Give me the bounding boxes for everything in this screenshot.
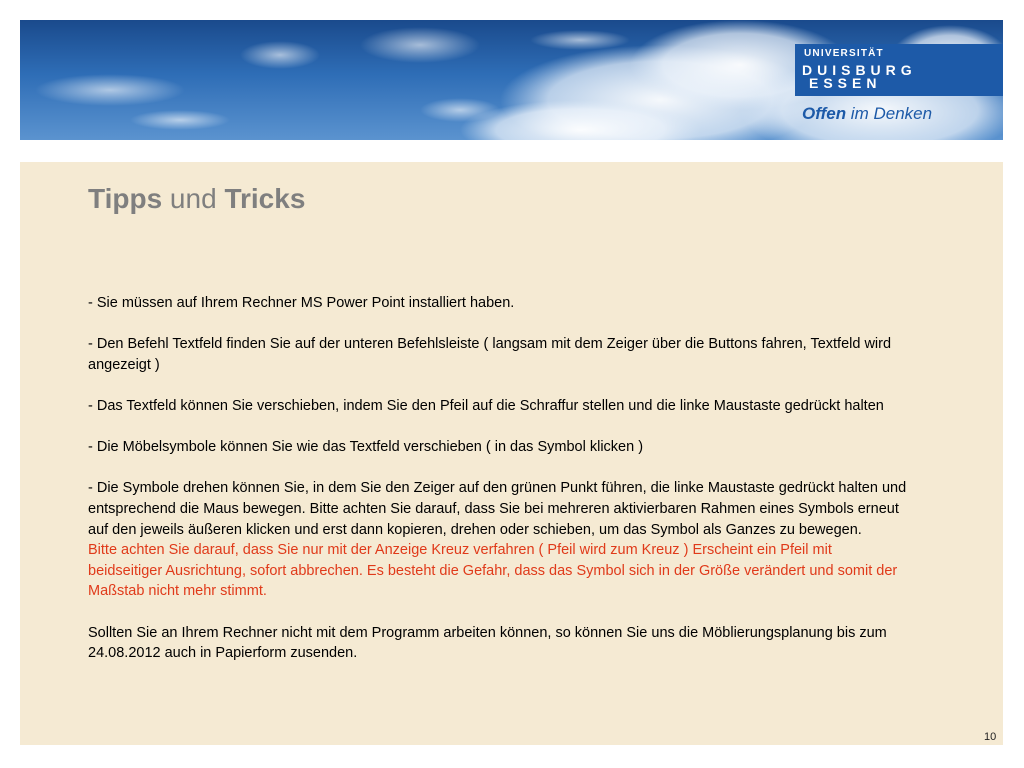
title-und: und — [162, 183, 225, 214]
title-tricks: Tricks — [224, 183, 306, 214]
slogan-bold: Offen — [802, 104, 847, 123]
bullet-item: - Die Möbelsymbole können Sie wie das Textfeld verschieben ( in das Symbol klicken ) — [88, 439, 644, 456]
warning-text: Bitte achten Sie darauf, dass Sie nur mit der Anzeige Kreuz verfahren ( Pfeil wird zum Kreuz ) Erscheint ein Pfeil mit beidseitiger Ausrichtung, sofort abbrechen. Es besteht die Gefahr, dass das Symbol sich in der Größe verändert und somit der Maßstab nicht mehr stimmt. — [88, 542, 898, 600]
slogan — [802, 104, 932, 124]
bullet-item: - Das Textfeld können Sie verschieben, indem Sie den Pfeil auf die Schraffur stellen und die linke Maustaste gedrückt halten — [88, 397, 884, 414]
slogan-rest: im Denken — [846, 104, 933, 123]
title-tipps: Tipps — [88, 183, 163, 214]
bullet-item: - Den Befehl Textfeld finden Sie auf der unteren Befehlsleiste ( langsam mit dem Zeiger über die Buttons fahren, Textfeld wird angezeigt ) — [88, 336, 892, 373]
logo-duisburg: DUISBURG — [802, 62, 917, 78]
bullet-item: - Die Symbole drehen können Sie, in dem Sie den Zeiger auf den grünen Punkt führen, die linke Maustaste gedrückt halten und entsprechend die Maus bewegen. Bitte achten Sie darauf, dass Sie bei mehreren aktivierbaren Rahmen eines Symbols erneut auf den jeweils äußeren klicken und erst dann kopieren, drehen oder schieben, um das Symbol als Ganzes zu bewegen. — [88, 480, 907, 538]
closing-text: Sollten Sie an Ihrem Rechner nicht mit dem Programm arbeiten können, so können Sie uns die Möblierungsplanung bis zum 24.08.2012 auch in Papierform zusenden. — [88, 624, 887, 662]
university-logo — [795, 44, 1003, 96]
bullet-item: - Sie müssen auf Ihrem Rechner MS Power Point installiert haben. — [88, 295, 515, 311]
slide-title — [88, 183, 305, 215]
slide-body — [88, 293, 908, 664]
logo-essen: ESSEN — [809, 75, 882, 91]
logo-universitaet: UNIVERSITÄT — [804, 48, 884, 59]
page-number: 10 — [984, 731, 997, 743]
